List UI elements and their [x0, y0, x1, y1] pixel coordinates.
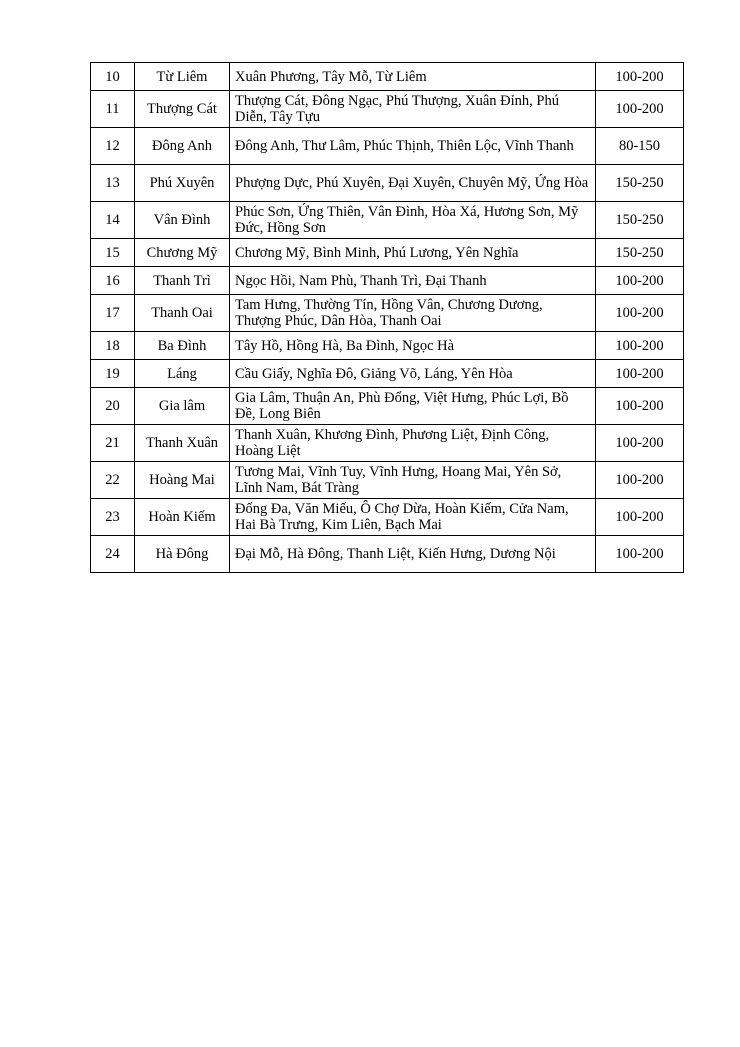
row-number: 17	[91, 295, 135, 332]
row-number: 10	[91, 63, 135, 91]
row-number: 11	[91, 91, 135, 128]
ward-list: Đông Anh, Thư Lâm, Phúc Thịnh, Thiên Lộc, Vĩnh Thanh	[230, 128, 596, 165]
value-range: 100-200	[596, 91, 684, 128]
area-name: Láng	[135, 360, 230, 388]
value-range: 100-200	[596, 295, 684, 332]
area-name: Thanh Oai	[135, 295, 230, 332]
area-name: Vân Đình	[135, 202, 230, 239]
ward-list: Tương Mai, Vĩnh Tuy, Vĩnh Hưng, Hoang Mai, Yên Sở, Lĩnh Nam, Bát Tràng	[230, 462, 596, 499]
value-range: 150-250	[596, 165, 684, 202]
ward-list: Đống Đa, Văn Miếu, Ô Chợ Dừa, Hoàn Kiếm, Cửa Nam, Hai Bà Trưng, Kim Liên, Bạch Mai	[230, 499, 596, 536]
value-range: 100-200	[596, 462, 684, 499]
ward-list: Ngọc Hồi, Nam Phù, Thanh Trì, Đại Thanh	[230, 267, 596, 295]
table-row	[91, 462, 684, 499]
table-row	[91, 267, 684, 295]
ward-list: Gia Lâm, Thuận An, Phù Đổng, Việt Hưng, Phúc Lợi, Bồ Đề, Long Biên	[230, 388, 596, 425]
ward-list: Chương Mỹ, Bình Minh, Phú Lương, Yên Nghĩa	[230, 239, 596, 267]
row-number: 23	[91, 499, 135, 536]
value-range: 100-200	[596, 499, 684, 536]
area-name: Phú Xuyên	[135, 165, 230, 202]
table-row	[91, 91, 684, 128]
value-range: 100-200	[596, 332, 684, 360]
ward-list: Xuân Phương, Tây Mỗ, Từ Liêm	[230, 63, 596, 91]
table-row	[91, 388, 684, 425]
ward-list: Đại Mỗ, Hà Đông, Thanh Liệt, Kiến Hưng, Dương Nội	[230, 536, 596, 573]
area-name: Ba Đình	[135, 332, 230, 360]
value-range: 100-200	[596, 388, 684, 425]
ward-list: Tam Hưng, Thường Tín, Hồng Vân, Chương Dương, Thượng Phúc, Dân Hòa, Thanh Oai	[230, 295, 596, 332]
row-number: 21	[91, 425, 135, 462]
table-row	[91, 425, 684, 462]
area-name: Chương Mỹ	[135, 239, 230, 267]
area-name: Hoàng Mai	[135, 462, 230, 499]
area-name: Đông Anh	[135, 128, 230, 165]
value-range: 150-250	[596, 239, 684, 267]
row-number: 19	[91, 360, 135, 388]
value-range: 100-200	[596, 536, 684, 573]
ward-list: Thanh Xuân, Khương Đình, Phương Liệt, Định Công, Hoàng Liệt	[230, 425, 596, 462]
area-name: Thanh Xuân	[135, 425, 230, 462]
ward-list: Phúc Sơn, Ứng Thiên, Vân Đình, Hòa Xá, Hương Sơn, Mỹ Đức, Hồng Sơn	[230, 202, 596, 239]
ward-list: Thượng Cát, Đông Ngạc, Phú Thượng, Xuân Đỉnh, Phú Diễn, Tây Tựu	[230, 91, 596, 128]
value-range: 100-200	[596, 360, 684, 388]
area-name: Thanh Trì	[135, 267, 230, 295]
table-row	[91, 295, 684, 332]
row-number: 20	[91, 388, 135, 425]
area-name: Gia lâm	[135, 388, 230, 425]
table-row	[91, 128, 684, 165]
row-number: 18	[91, 332, 135, 360]
area-name: Từ Liêm	[135, 63, 230, 91]
district-table	[90, 62, 684, 573]
row-number: 14	[91, 202, 135, 239]
row-number: 12	[91, 128, 135, 165]
row-number: 24	[91, 536, 135, 573]
row-number: 16	[91, 267, 135, 295]
table-row	[91, 499, 684, 536]
row-number: 15	[91, 239, 135, 267]
area-name: Thượng Cát	[135, 91, 230, 128]
row-number: 13	[91, 165, 135, 202]
table-row	[91, 332, 684, 360]
table-row	[91, 165, 684, 202]
row-number: 22	[91, 462, 135, 499]
area-name: Hoàn Kiếm	[135, 499, 230, 536]
ward-list: Tây Hồ, Hồng Hà, Ba Đình, Ngọc Hà	[230, 332, 596, 360]
value-range: 80-150	[596, 128, 684, 165]
value-range: 100-200	[596, 267, 684, 295]
table-row	[91, 63, 684, 91]
ward-list: Phượng Dực, Phú Xuyên, Đại Xuyên, Chuyên Mỹ, Ứng Hòa	[230, 165, 596, 202]
value-range: 100-200	[596, 63, 684, 91]
ward-list: Cầu Giấy, Nghĩa Đô, Giảng Võ, Láng, Yên Hòa	[230, 360, 596, 388]
value-range: 100-200	[596, 425, 684, 462]
table-row	[91, 202, 684, 239]
value-range: 150-250	[596, 202, 684, 239]
table-row	[91, 239, 684, 267]
table-row	[91, 536, 684, 573]
table-row	[91, 360, 684, 388]
area-name: Hà Đông	[135, 536, 230, 573]
